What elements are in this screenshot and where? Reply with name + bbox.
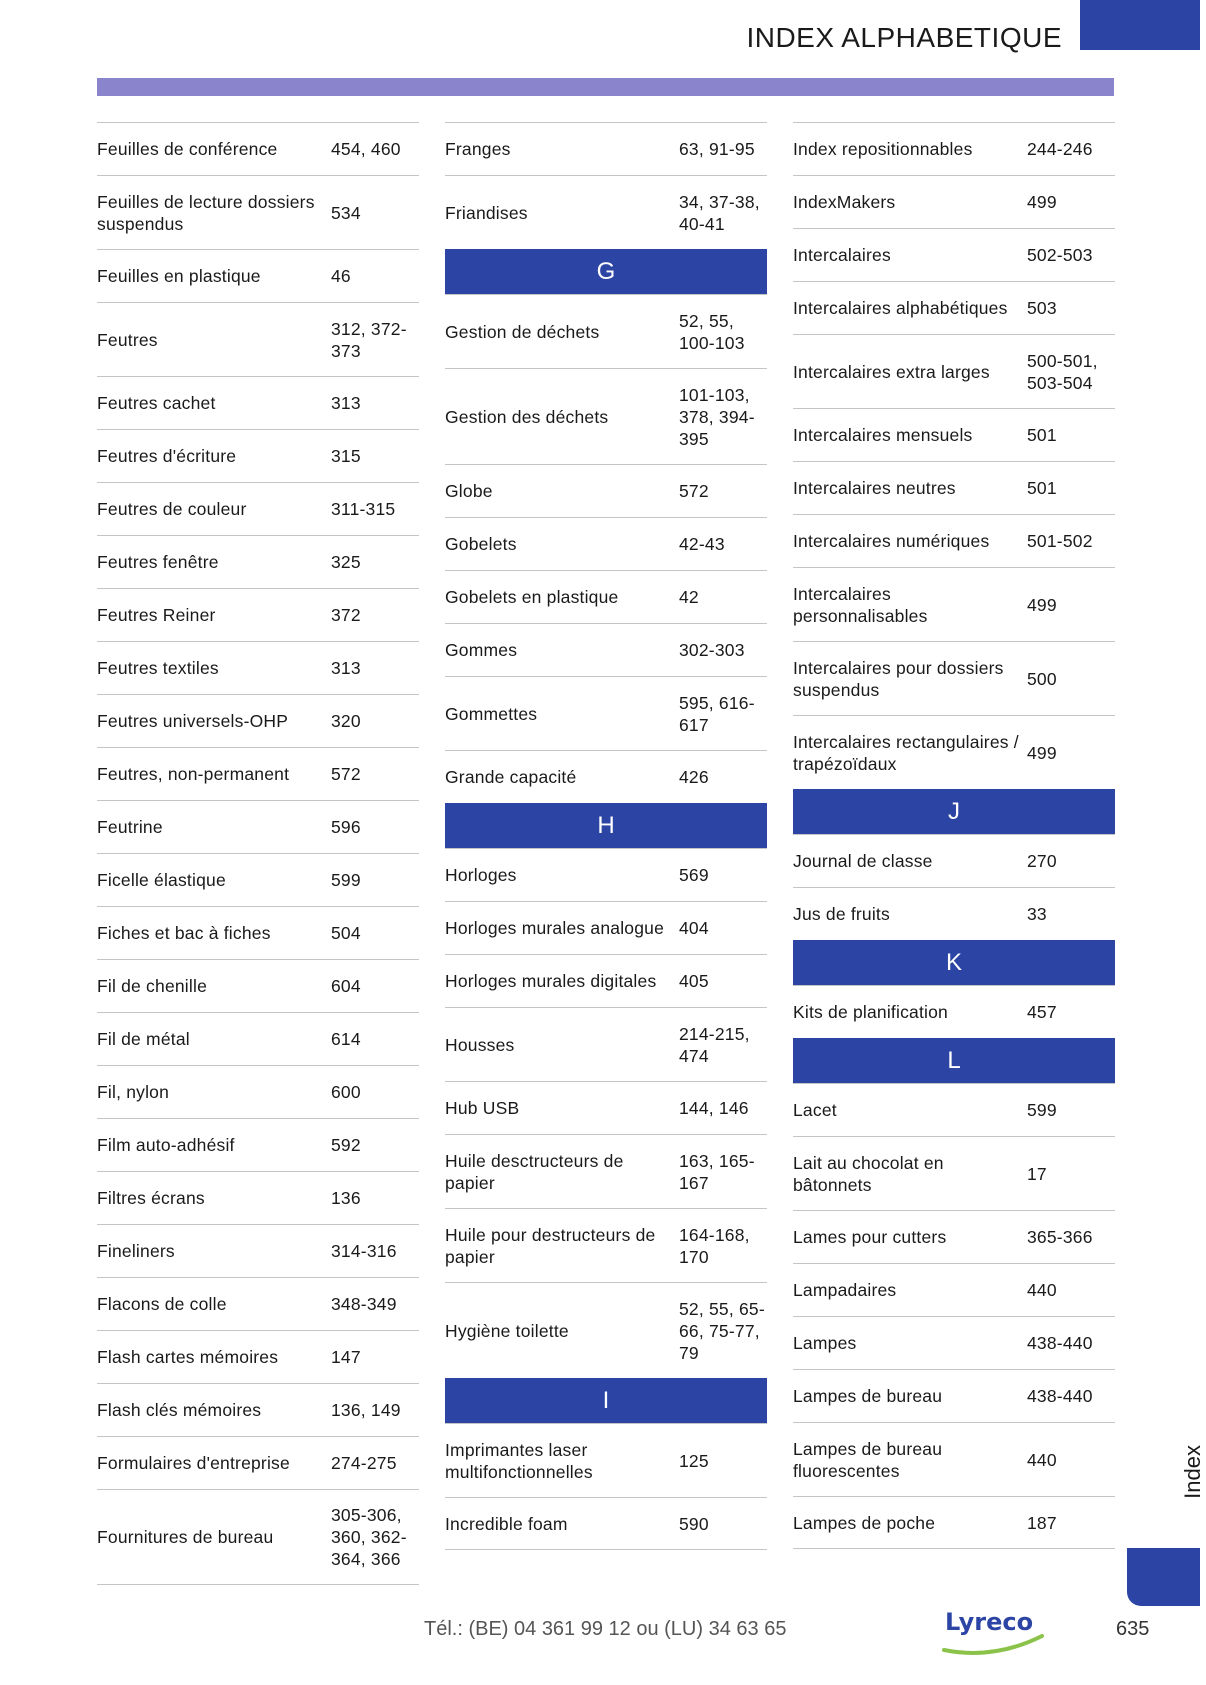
index-term: Gommettes <box>445 703 538 724</box>
index-entry <box>97 1383 419 1436</box>
index-entry <box>97 747 419 800</box>
index-term: Intercalaires rectangulaires / trapézoïdaux <box>793 731 1019 774</box>
index-term: Globe <box>445 481 493 501</box>
index-entry <box>445 1007 767 1081</box>
index-pages: 438-440 <box>1027 1333 1093 1353</box>
index-entry <box>97 1171 419 1224</box>
index-pages: 501 <box>1027 425 1057 445</box>
index-entry <box>445 368 767 464</box>
index-pages: 500-501, 503-504 <box>1027 350 1098 393</box>
index-term: Feuilles de lecture dossiers suspendus <box>97 191 315 234</box>
index-entry <box>97 1489 419 1585</box>
index-entry <box>97 1330 419 1383</box>
index-entry <box>793 514 1115 567</box>
index-entry <box>97 1065 419 1118</box>
index-term: Gommes <box>445 640 518 660</box>
index-term: Flash cartes mémoires <box>97 1347 279 1367</box>
index-pages: 144, 146 <box>679 1098 749 1118</box>
index-pages: 63, 91-95 <box>679 139 755 159</box>
index-entry <box>97 959 419 1012</box>
index-term: Gobelets en plastique <box>445 587 619 607</box>
index-pages: 274-275 <box>331 1453 397 1473</box>
index-pages: 164-168, 170 <box>679 1224 750 1267</box>
index-term: Lampes de bureau fluorescentes <box>793 1438 943 1481</box>
index-entry <box>445 954 767 1007</box>
index-term: IndexMakers <box>793 192 896 212</box>
index-entry <box>793 641 1115 715</box>
index-pages: 438-440 <box>1027 1386 1093 1406</box>
index-term: Horloges murales analogue <box>445 918 665 938</box>
index-pages: 312, 372-373 <box>331 318 407 361</box>
index-term: Hygiène toilette <box>445 1320 569 1341</box>
index-entry <box>445 1208 767 1282</box>
index-entry <box>445 1282 767 1378</box>
index-term: Feutrine <box>97 817 163 837</box>
index-entry <box>97 376 419 429</box>
index-column-1 <box>97 122 419 1585</box>
index-pages: 572 <box>331 764 361 784</box>
side-tab-block <box>1127 1548 1200 1606</box>
index-term: Intercalaires extra larges <box>793 361 990 382</box>
index-entry <box>445 517 767 570</box>
index-term: Intercalaires personnalisables <box>793 583 928 626</box>
index-pages: 592 <box>331 1135 361 1155</box>
index-pages: 596 <box>331 817 361 837</box>
index-term: Incredible foam <box>445 1513 568 1534</box>
index-pages: 314-316 <box>331 1241 397 1261</box>
index-term: Fil, nylon <box>97 1082 170 1102</box>
index-term: Franges <box>445 139 511 159</box>
index-entry <box>97 694 419 747</box>
index-term: Intercalaires pour dossiers suspendus <box>793 657 1004 700</box>
index-entry <box>793 1136 1115 1210</box>
index-pages: 499 <box>1027 742 1057 763</box>
index-entry <box>445 1423 767 1497</box>
section-letter-j: J <box>793 789 1115 834</box>
index-pages: 46 <box>331 266 351 286</box>
index-entry <box>97 122 419 175</box>
index-entry <box>97 588 419 641</box>
index-entry <box>445 122 767 175</box>
index-pages: 599 <box>1027 1100 1057 1120</box>
index-pages: 405 <box>679 971 709 991</box>
side-tab-label: Index <box>1180 1445 1205 1499</box>
index-entry <box>97 1118 419 1171</box>
index-pages: 101-103, 378, 394-395 <box>679 384 755 449</box>
index-entry <box>445 676 767 750</box>
index-entry <box>97 1436 419 1489</box>
index-term: Intercalaires alphabétiques <box>793 298 1008 318</box>
index-entry <box>793 1496 1115 1549</box>
index-pages: 600 <box>331 1082 361 1102</box>
index-pages: 504 <box>331 923 361 943</box>
index-entry <box>97 641 419 694</box>
index-entry <box>445 848 767 901</box>
index-pages: 136, 149 <box>331 1400 401 1420</box>
index-term: Huile desctructeurs de papier <box>445 1150 624 1193</box>
index-term: Fournitures de bureau <box>97 1527 274 1547</box>
index-term: Feuilles en plastique <box>97 266 261 286</box>
index-pages: 595, 616-617 <box>679 692 755 735</box>
index-pages: 440 <box>1027 1449 1057 1470</box>
index-pages: 569 <box>679 865 709 885</box>
index-entry <box>445 623 767 676</box>
index-term: Feutres, non-permanent <box>97 764 290 784</box>
section-letter-l: L <box>793 1038 1115 1083</box>
index-pages: 604 <box>331 976 361 996</box>
section-letter-i: I <box>445 1378 767 1423</box>
index-term: Feutres Reiner <box>97 605 216 625</box>
index-pages: 348-349 <box>331 1294 397 1314</box>
index-term: Feutres <box>97 329 158 350</box>
index-pages: 42 <box>679 587 699 607</box>
index-pages: 311-315 <box>331 499 396 519</box>
index-pages: 500 <box>1027 668 1057 689</box>
index-entry <box>793 1316 1115 1369</box>
index-term: Flash clés mémoires <box>97 1400 262 1420</box>
index-pages: 187 <box>1027 1512 1057 1533</box>
index-pages: 499 <box>1027 594 1057 615</box>
index-pages: 34, 37-38, 40-41 <box>679 191 760 234</box>
index-entry <box>445 464 767 517</box>
index-term: Gestion de déchets <box>445 321 600 342</box>
index-entry <box>793 334 1115 408</box>
index-term: Film auto-adhésif <box>97 1135 235 1155</box>
index-term: Filtres écrans <box>97 1188 205 1208</box>
index-entry <box>97 1224 419 1277</box>
index-entry <box>793 834 1115 887</box>
index-term: Flacons de colle <box>97 1294 227 1314</box>
index-entry <box>97 853 419 906</box>
index-entry <box>793 122 1115 175</box>
index-entry <box>97 302 419 376</box>
index-term: Index repositionnables <box>793 139 973 159</box>
index-entry <box>793 985 1115 1038</box>
index-pages: 125 <box>679 1450 709 1471</box>
index-pages: 325 <box>331 552 361 572</box>
index-term: Lampes de bureau <box>793 1386 943 1406</box>
index-term: Kits de planification <box>793 1002 948 1022</box>
index-pages: 163, 165-167 <box>679 1150 755 1193</box>
index-term: Horloges murales digitales <box>445 971 657 991</box>
index-entry <box>793 408 1115 461</box>
index-term: Feutres d'écriture <box>97 446 237 466</box>
index-pages: 502-503 <box>1027 245 1093 265</box>
index-term: Friandises <box>445 202 528 223</box>
index-entry <box>793 281 1115 334</box>
index-entry <box>97 175 419 249</box>
index-term: Ficelle élastique <box>97 870 226 890</box>
index-pages: 501-502 <box>1027 531 1093 551</box>
index-pages: 534 <box>331 202 361 223</box>
index-term: Gestion des déchets <box>445 406 609 427</box>
index-pages: 590 <box>679 1513 709 1534</box>
index-entry <box>97 800 419 853</box>
index-entry <box>445 175 767 249</box>
index-pages: 147 <box>331 1347 361 1367</box>
section-letter-h: H <box>445 803 767 848</box>
index-entry <box>793 175 1115 228</box>
section-letter-g: G <box>445 249 767 294</box>
index-term: Imprimantes laser multifonctionnelles <box>445 1439 593 1482</box>
index-entry <box>793 887 1115 940</box>
index-pages: 404 <box>679 918 709 938</box>
index-entry <box>97 906 419 959</box>
index-pages: 315 <box>331 446 361 466</box>
index-entry <box>445 750 767 803</box>
index-entry <box>97 1277 419 1330</box>
index-term: Hub USB <box>445 1098 520 1118</box>
index-term: Fil de chenille <box>97 976 207 996</box>
page-number: 635 <box>1116 1618 1150 1640</box>
index-entry <box>97 429 419 482</box>
index-entry <box>97 1012 419 1065</box>
index-term: Intercalaires mensuels <box>793 425 973 445</box>
index-column-2 <box>445 122 767 1585</box>
index-pages: 302-303 <box>679 640 745 660</box>
index-pages: 499 <box>1027 192 1057 212</box>
index-entry <box>793 228 1115 281</box>
index-term: Grande capacité <box>445 767 577 787</box>
index-term: Intercalaires numériques <box>793 531 990 551</box>
index-pages: 614 <box>331 1029 361 1049</box>
index-term: Lampes <box>793 1333 857 1353</box>
index-pages: 454, 460 <box>331 139 401 159</box>
index-pages: 440 <box>1027 1280 1057 1300</box>
index-term: Intercalaires neutres <box>793 478 956 498</box>
index-term: Fiches et bac à fiches <box>97 923 271 943</box>
footer-phone: Tél.: (BE) 04 361 99 12 ou (LU) 34 63 65 <box>424 1618 787 1640</box>
index-entry <box>793 461 1115 514</box>
index-pages: 457 <box>1027 1002 1057 1022</box>
index-term: Lacet <box>793 1100 837 1120</box>
index-entry <box>793 1369 1115 1422</box>
index-pages: 42-43 <box>679 534 725 554</box>
index-pages: 244-246 <box>1027 139 1093 159</box>
index-entry <box>97 249 419 302</box>
index-term: Fineliners <box>97 1241 175 1261</box>
index-entry <box>793 1083 1115 1136</box>
index-entry <box>793 1210 1115 1263</box>
header-color-block <box>1080 0 1200 50</box>
index-entry <box>793 1422 1115 1496</box>
index-pages: 313 <box>331 393 361 413</box>
index-entry <box>445 901 767 954</box>
index-term: Feutres fenêtre <box>97 552 219 572</box>
index-pages: 599 <box>331 870 361 890</box>
index-pages: 136 <box>331 1188 361 1208</box>
index-term: Gobelets <box>445 534 517 554</box>
index-entry <box>445 294 767 368</box>
index-term: Lampes de poche <box>793 1512 936 1533</box>
index-term: Lait au chocolat en bâtonnets <box>793 1152 944 1195</box>
index-entry <box>445 570 767 623</box>
index-pages: 305-306, 360, 362-364, 366 <box>331 1505 407 1569</box>
index-term: Horloges <box>445 865 517 885</box>
index-term: Huile pour destructeurs de papier <box>445 1224 656 1267</box>
index-term: Intercalaires <box>793 245 891 265</box>
index-term: Jus de fruits <box>793 904 890 924</box>
index-pages: 503 <box>1027 298 1057 318</box>
index-term: Feutres universels-OHP <box>97 711 289 731</box>
index-entry <box>445 1497 767 1550</box>
index-pages: 501 <box>1027 478 1057 498</box>
index-pages: 52, 55, 65-66, 75-77, 79 <box>679 1298 765 1363</box>
index-pages: 365-366 <box>1027 1227 1093 1247</box>
index-term: Feutres cachet <box>97 393 216 413</box>
index-entry <box>97 535 419 588</box>
index-term: Formulaires d'entreprise <box>97 1453 290 1473</box>
lyreco-logo: Lyreco <box>945 1608 1034 1636</box>
index-term: Fil de métal <box>97 1029 190 1049</box>
index-pages: 372 <box>331 605 361 625</box>
index-columns <box>97 122 1115 1585</box>
index-entry <box>445 1134 767 1208</box>
index-term: Lampadaires <box>793 1280 897 1300</box>
index-term: Feutres de couleur <box>97 499 247 519</box>
index-pages: 270 <box>1027 851 1057 871</box>
index-pages: 52, 55, 100-103 <box>679 310 745 353</box>
index-entry <box>793 567 1115 641</box>
index-pages: 572 <box>679 481 709 501</box>
index-term: Journal de classe <box>793 851 933 871</box>
section-letter-k: K <box>793 940 1115 985</box>
index-entry <box>793 715 1115 789</box>
index-column-3 <box>793 122 1115 1585</box>
index-pages: 214-215, 474 <box>679 1023 750 1066</box>
index-entry <box>445 1081 767 1134</box>
index-pages: 313 <box>331 658 361 678</box>
index-pages: 426 <box>679 767 709 787</box>
index-pages: 17 <box>1027 1163 1047 1184</box>
index-term: Feutres textiles <box>97 658 219 678</box>
index-term: Housses <box>445 1034 515 1055</box>
header-divider-bar <box>97 78 1114 96</box>
index-pages: 320 <box>331 711 361 731</box>
index-entry <box>793 1263 1115 1316</box>
index-pages: 33 <box>1027 904 1047 924</box>
index-term: Lames pour cutters <box>793 1227 947 1247</box>
index-entry <box>97 482 419 535</box>
index-term: Feuilles de conférence <box>97 139 278 159</box>
page-title: INDEX ALPHABETIQUE <box>746 22 1062 53</box>
